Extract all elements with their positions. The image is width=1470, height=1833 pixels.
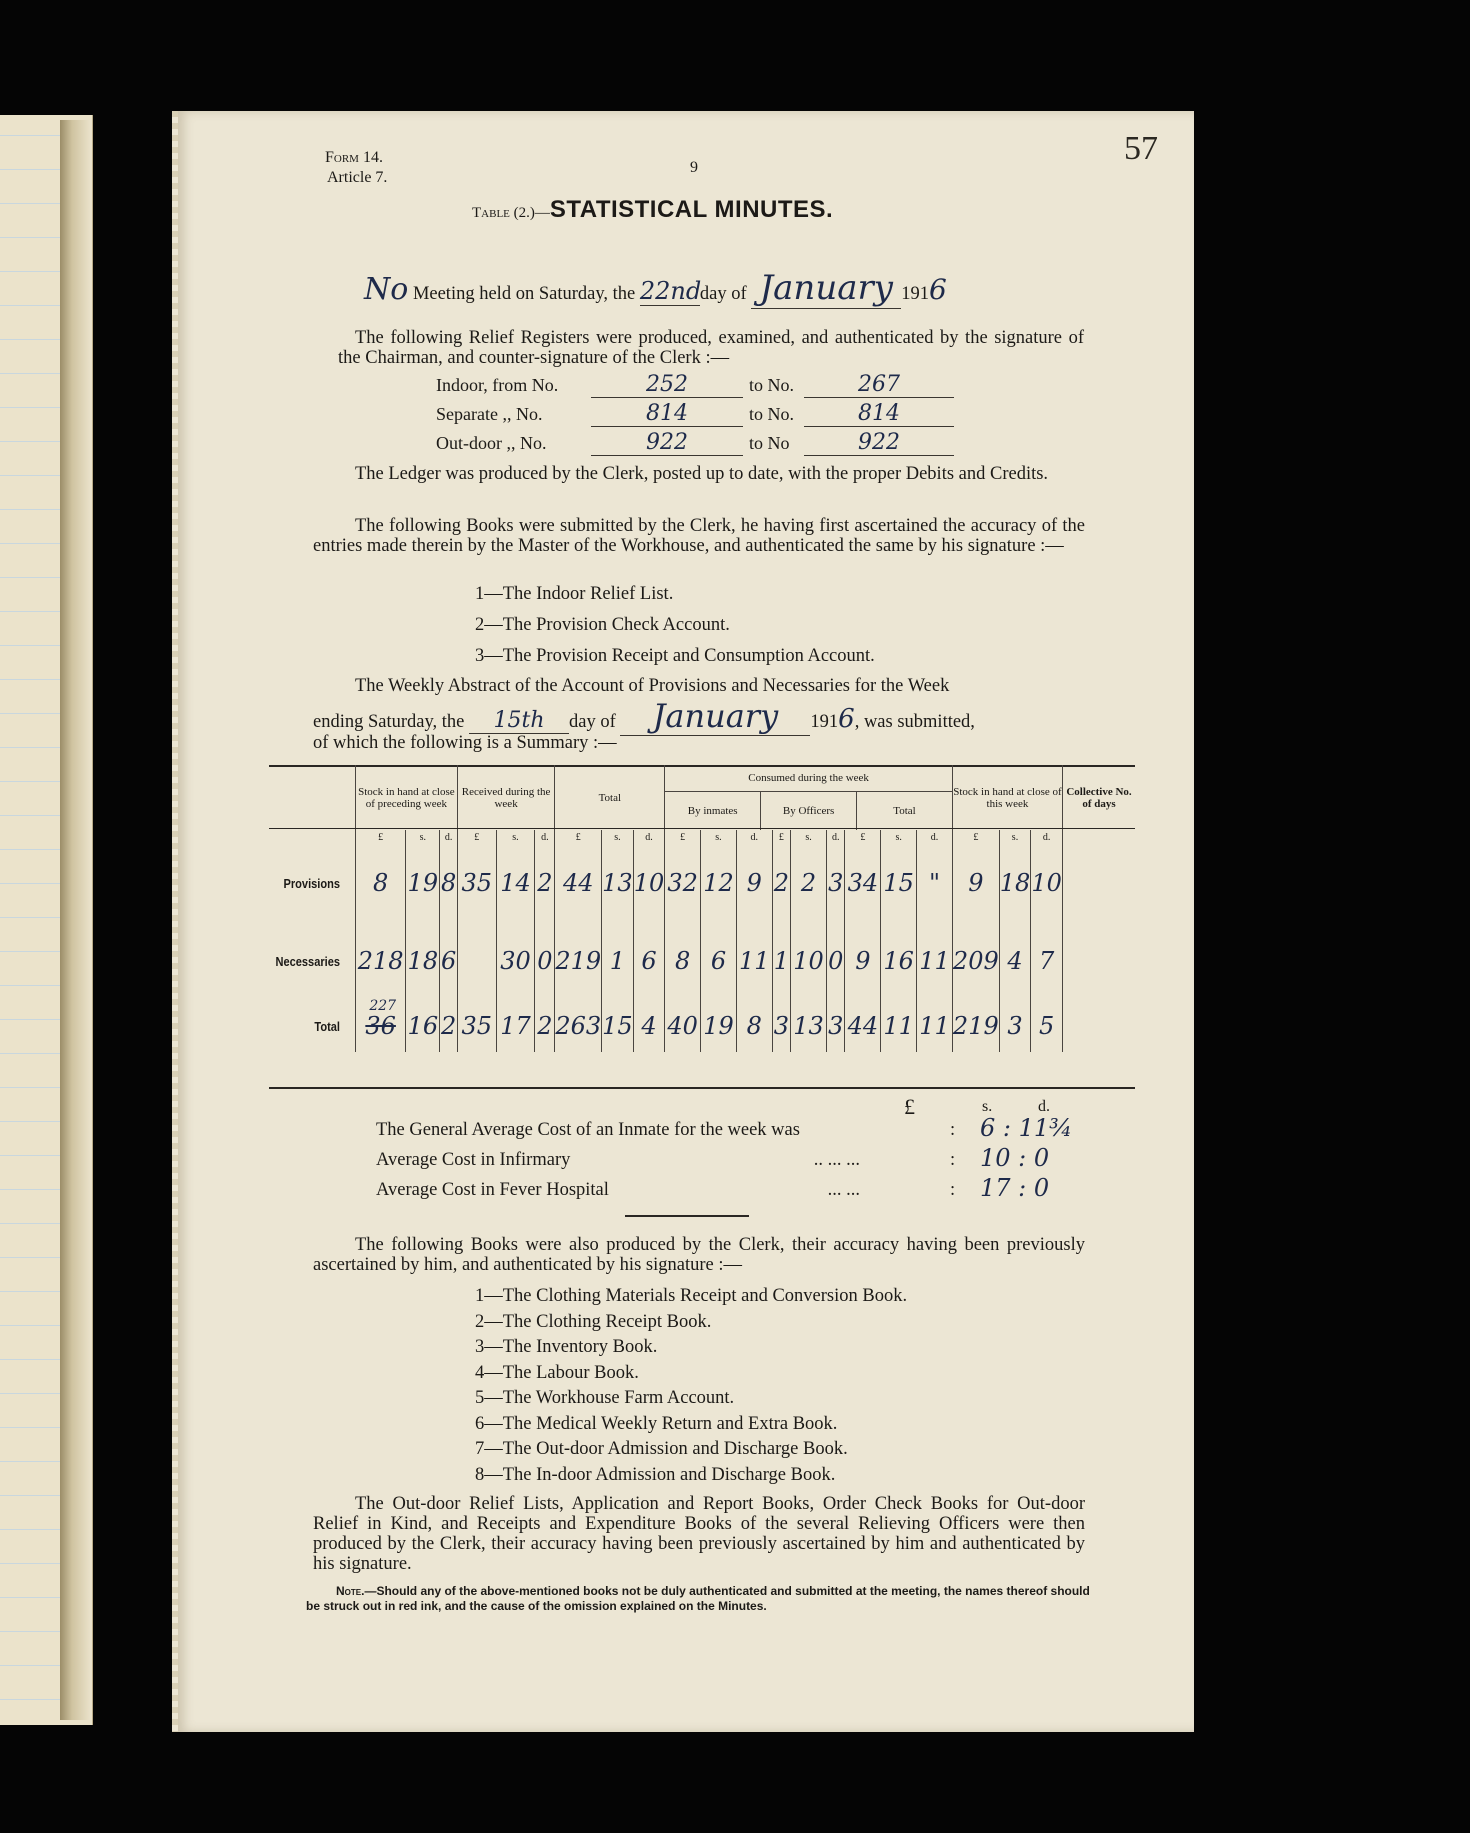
header-collective: Collective No. of days: [1063, 765, 1136, 830]
summary-table: [269, 765, 1135, 1052]
table-cell: 2: [772, 844, 790, 922]
header-by-inmates: By inmates: [687, 805, 738, 817]
table-cell: 17: [496, 1000, 535, 1052]
avg-col-s: s.: [982, 1098, 993, 1115]
ledger-paragraph: The Ledger was produced by the Clerk, posted up to date, with the proper Debits and Credits.: [355, 464, 1049, 484]
header-received: Received during the week: [457, 765, 554, 830]
average-colon: :: [950, 1150, 956, 1170]
row-label: Total: [314, 1018, 341, 1034]
unit-label: d.: [1031, 830, 1063, 844]
table-header-row: [269, 765, 1135, 830]
collective-cell: [1063, 1000, 1136, 1052]
abstract-line-1: The Weekly Abstract of the Account of Provisions and Necessaries for the Week: [355, 676, 950, 696]
title-text: STATISTICAL MINUTES.: [549, 196, 834, 223]
unit-label: d.: [440, 830, 458, 844]
meeting-year-prefix: 191: [901, 284, 929, 304]
table-label: Table (2.)—: [472, 205, 550, 221]
table-cell: 4: [633, 1000, 665, 1052]
unit-label: d.: [633, 830, 665, 844]
table-cell: [457, 922, 496, 1000]
row-label: Necessaries: [275, 953, 341, 969]
table-cell: 4: [999, 922, 1031, 1000]
table-cell: 263: [555, 1000, 602, 1052]
header-consumed: Consumed during the week: [665, 765, 952, 792]
table-cell: 16: [881, 922, 917, 1000]
book-item: 4—The Labour Book.: [475, 1362, 639, 1383]
meeting-dayof: day of: [699, 284, 747, 304]
register-to-handwritten: 814: [804, 401, 954, 427]
page-perforated-edge: [172, 111, 178, 1732]
table-cell: 8: [440, 844, 458, 922]
note-text: —Should any of the above-mentioned books not be duly authenticated and submitted at the meeting, the names thereof should be struck out in red ink, and the cause of the omission explained on the Minutes.: [306, 1584, 1090, 1613]
table-header-rule: [269, 828, 1135, 829]
average-value-handwritten: 10 : 0: [980, 1144, 1050, 1172]
table-cell: 15: [881, 844, 917, 922]
table-cell: 8: [736, 1000, 772, 1052]
table-cell: 6: [701, 922, 737, 1000]
meeting-line: [364, 268, 947, 309]
table-cell: 219: [952, 1000, 999, 1052]
register-row: [436, 372, 954, 398]
register-from-handwritten: 814: [591, 401, 743, 427]
unit-label: s.: [602, 830, 634, 844]
table-cell: 10: [791, 922, 827, 1000]
averages-rule: [625, 1215, 749, 1217]
header-stock-close: Stock in hand at close of this week: [952, 765, 1062, 830]
avg-col-d: d.: [1038, 1098, 1050, 1115]
table-cell: 5: [1031, 1000, 1063, 1052]
table-cell: 14: [496, 844, 535, 922]
table-cell: 10: [633, 844, 665, 922]
meeting-month-handwritten: January: [751, 268, 901, 309]
table-cell: 30: [496, 922, 535, 1000]
table-cell: 34: [845, 844, 881, 922]
header-blank: [269, 765, 355, 830]
table-cell: 40: [665, 1000, 701, 1052]
average-label: The General Average Cost of an Inmate for the week was: [376, 1120, 800, 1140]
unit-label: £: [457, 830, 496, 844]
article-number: Article 7.: [327, 169, 388, 186]
book-item: 5—The Workhouse Farm Account.: [475, 1388, 735, 1408]
register-row: [436, 430, 954, 456]
abstract-line-2: [313, 697, 975, 736]
outdoor-paragraph: The Out-door Relief Lists, Application and Report Books, Order Check Books for Out-door Relief in Kind, and Receipts and Expenditure Books of the several Relieving Officers were then produced by the Clerk, their accuracy having been previously ascertained by him and authenticated by his signature.: [313, 1494, 1085, 1574]
table-cell: 2: [535, 844, 555, 922]
folio-number: 9: [690, 159, 698, 176]
page-number: 57: [1124, 130, 1158, 167]
table-cell: 13: [791, 1000, 827, 1052]
book-item: 1—The Clothing Materials Receipt and Conversion Book.: [475, 1286, 908, 1306]
average-dots: ... ...: [827, 1180, 860, 1200]
books2-intro: The following Books were also produced by the Clerk, their accuracy having been previously ascertained by him, and authenticated by his signature :—: [313, 1235, 1085, 1275]
register-to-label: to No.: [749, 375, 794, 395]
avg-col-pound: £: [904, 1094, 915, 1119]
table-cell: 3: [826, 844, 844, 922]
table-cell: 44: [845, 1000, 881, 1052]
abstract-dayof: day of: [569, 712, 616, 732]
page-title: [472, 196, 833, 224]
table-cell: 9: [736, 844, 772, 922]
table-cell: 9: [845, 922, 881, 1000]
header-consumed-group: [665, 765, 953, 830]
table-cell: 19: [701, 1000, 737, 1052]
abstract-day-handwritten: 15th: [469, 708, 569, 734]
header-total: Total: [555, 765, 665, 830]
unit-label: s.: [999, 830, 1031, 844]
unit-label: £: [665, 830, 701, 844]
register-label: Separate ,, No.: [436, 404, 543, 424]
struck-original: 36: [365, 1012, 396, 1040]
register-from-handwritten: 252: [591, 372, 743, 398]
table-cell: 2: [535, 1000, 555, 1052]
abstract-month-handwritten: January: [620, 697, 810, 736]
register-to-label: to No.: [749, 404, 794, 424]
book-item: 1—The Indoor Relief List.: [475, 584, 674, 604]
table-cell: 19: [406, 844, 440, 922]
book-item: 3—The Provision Receipt and Consumption Account.: [475, 646, 875, 666]
table-bottom-rule: [269, 1087, 1135, 1089]
table-cell: 11: [917, 1000, 953, 1052]
header-stock-prev: Stock in hand at close of preceding week: [355, 765, 457, 830]
struck-value: [365, 998, 397, 1040]
unit-label: d.: [826, 830, 844, 844]
table-cell: 3: [999, 1000, 1031, 1052]
collective-cell: [1063, 922, 1136, 1000]
header-by-officers: By Officers: [760, 792, 856, 830]
table-cell: 18: [406, 922, 440, 1000]
unit-label: £: [845, 830, 881, 844]
unit-label: £: [952, 830, 999, 844]
table-body: [269, 830, 1135, 1052]
row-label: Provisions: [283, 875, 341, 891]
unit-label: s.: [406, 830, 440, 844]
table-cell: 209: [952, 922, 999, 1000]
table-cell: 0: [826, 922, 844, 1000]
table-cell: 35: [457, 1000, 496, 1052]
books-intro: The following Books were submitted by the Clerk, he having first ascertained the accuracy of the entries made therein by the Master of the Workhouse, and authenticated the same by his signature :—: [313, 516, 1085, 556]
table-cell: 6: [633, 922, 665, 1000]
table-cell: 44: [555, 844, 602, 922]
abstract-year-handwritten: 6: [838, 704, 855, 734]
unit-label: d.: [736, 830, 772, 844]
meeting-year-handwritten: 6: [928, 273, 947, 306]
abstract-submitted: , was submitted,: [854, 712, 975, 732]
table-cell: 7: [1031, 922, 1063, 1000]
registers-intro: The following Relief Registers were produced, examined, and authenticated by the signature of the Chairman, and counter-signature of the Clerk :—: [338, 328, 1084, 368]
table-cell: 32: [665, 844, 701, 922]
average-dots: .. ... ...: [813, 1150, 860, 1170]
register-from-handwritten: 922: [591, 430, 743, 456]
table-cell: 3: [826, 1000, 844, 1052]
register-label: Indoor, from No.: [436, 375, 559, 395]
table-cell: 35: [457, 844, 496, 922]
unit-label: £: [772, 830, 790, 844]
abstract-year-prefix: 191: [810, 712, 839, 732]
meeting-prefix-handwritten: No: [364, 272, 409, 307]
register-to-handwritten: 922: [804, 430, 954, 456]
table-cell: 16: [406, 1000, 440, 1052]
average-label: Average Cost in Fever Hospital: [376, 1180, 609, 1200]
book-item: 3—The Inventory Book.: [475, 1337, 658, 1357]
corrected-value: 227: [369, 998, 397, 1014]
collective-cell: [1063, 844, 1136, 922]
unit-label: s.: [701, 830, 737, 844]
header-cons-total: Total: [856, 792, 952, 830]
unit-label: d.: [917, 830, 953, 844]
table-cell: 8: [355, 844, 405, 922]
table-cell: 2: [440, 1000, 458, 1052]
table-units-row: [269, 830, 1135, 844]
table-cell: 218: [355, 922, 405, 1000]
book-gutter: [60, 120, 90, 1720]
book-item: 7—The Out-door Admission and Discharge Book.: [475, 1439, 848, 1459]
book-item: 6—The Medical Weekly Return and Extra Book.: [475, 1413, 838, 1434]
form-number: Form 14.: [325, 149, 383, 166]
register-to-handwritten: 267: [804, 372, 954, 398]
register-label: Out-door ,, No.: [436, 433, 547, 453]
table-cell: 8: [665, 922, 701, 1000]
units-blank: [1063, 830, 1136, 844]
table-cell: 219: [555, 922, 602, 1000]
book-item: 2—The Provision Check Account.: [475, 615, 730, 635]
table-cell: 11: [736, 922, 772, 1000]
abstract-line-3: of which the following is a Summary :—: [313, 733, 617, 753]
table-cell: 12: [701, 844, 737, 922]
note-paragraph: [306, 1584, 1092, 1614]
average-colon: :: [950, 1180, 956, 1200]
unit-label: s.: [791, 830, 827, 844]
average-label: Average Cost in Infirmary: [376, 1150, 571, 1170]
table-cell: 3: [772, 1000, 790, 1052]
table-cell: 6: [440, 922, 458, 1000]
register-to-label: to No: [749, 433, 790, 453]
table-row: [269, 1000, 1135, 1052]
average-value-handwritten: 17 : 0: [980, 1174, 1050, 1202]
average-colon: :: [950, 1120, 956, 1140]
unit-label: s.: [881, 830, 917, 844]
table-cell: 1: [772, 922, 790, 1000]
table-cell: [355, 1000, 405, 1052]
table-cell: 18: [999, 844, 1031, 922]
note-label: Note.: [336, 1584, 365, 1598]
unit-label: s.: [496, 830, 535, 844]
unit-label: d.: [535, 830, 555, 844]
table-cell: 10: [1031, 844, 1063, 922]
table-cell: ": [917, 844, 953, 922]
table-cell: 11: [881, 1000, 917, 1052]
book-item: 2—The Clothing Receipt Book.: [475, 1311, 712, 1332]
average-value-handwritten: 6 : 11¾: [980, 1114, 1073, 1142]
abstract-ending: ending Saturday, the: [313, 712, 465, 732]
book-item: 8—The In-door Admission and Discharge Book.: [475, 1464, 836, 1485]
unit-label: £: [355, 830, 405, 844]
units-blank: [269, 830, 355, 844]
table-cell: 9: [952, 844, 999, 922]
table-cell: 2: [791, 844, 827, 922]
table-cell: 1: [602, 922, 634, 1000]
meeting-day-handwritten: 22nd: [639, 277, 702, 305]
table-cell: 0: [535, 922, 555, 1000]
unit-label: £: [555, 830, 602, 844]
table-row: [269, 844, 1135, 922]
header-consumed-sub: [665, 792, 952, 830]
table-cell: 13: [602, 844, 634, 922]
table-cell: 15: [602, 1000, 634, 1052]
table-cell: 11: [917, 922, 953, 1000]
register-row: [436, 401, 954, 427]
meeting-text: Meeting held on Saturday, the: [412, 284, 636, 304]
table-row: [269, 922, 1135, 1000]
